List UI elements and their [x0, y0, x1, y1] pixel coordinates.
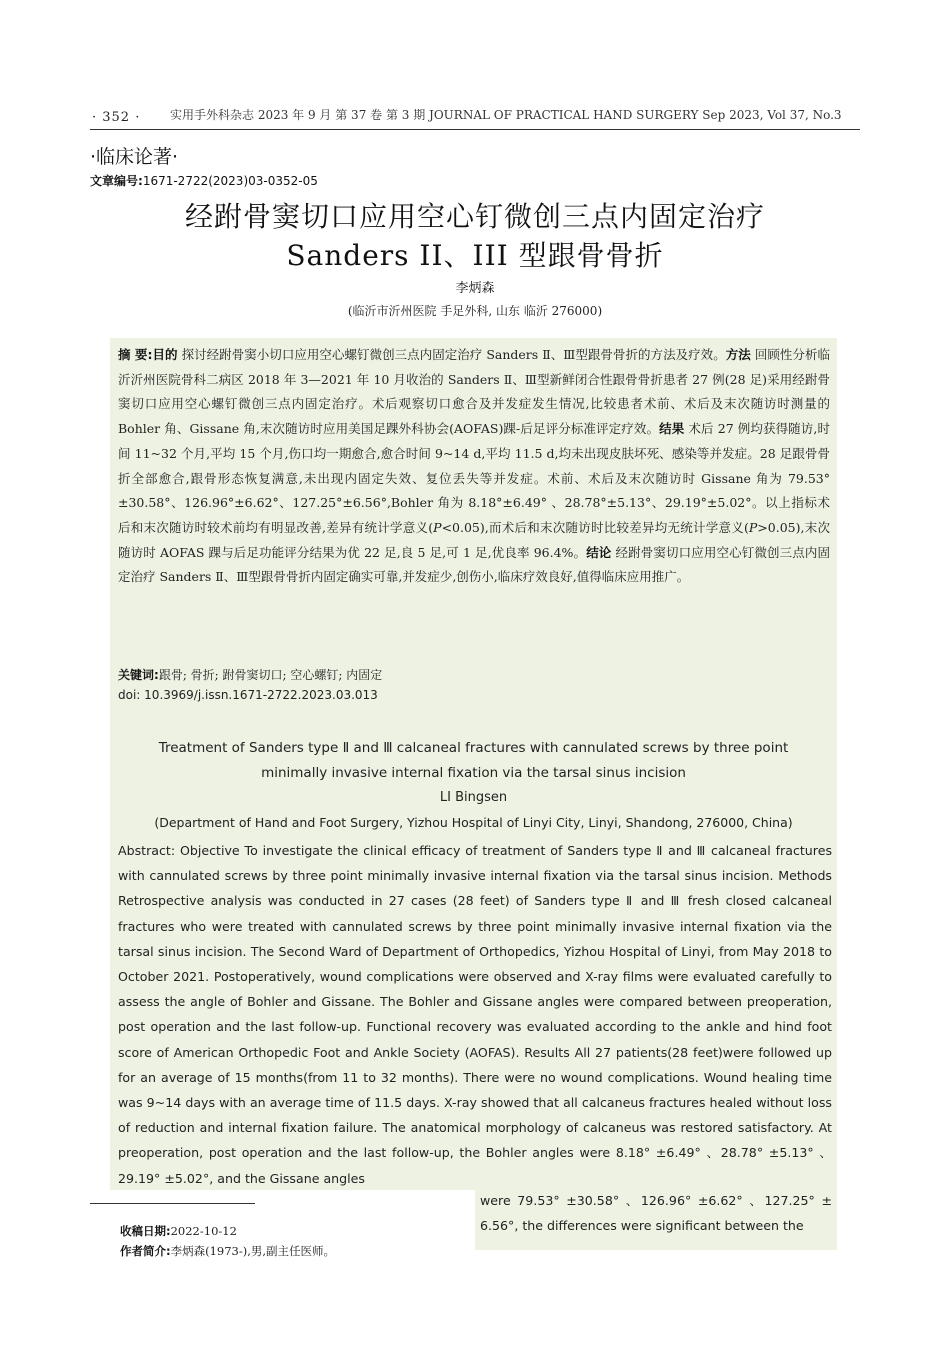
methods-cn-label: 方法 [725, 347, 751, 362]
objective-cn-text: 探讨经跗骨窦小切口应用空心螺钉微创三点内固定治疗 Sanders Ⅱ、Ⅲ型跟骨骨折的方法及疗效。 [177, 347, 726, 362]
results-cn-text-a: 术后 27 例均获得随访,时间 11~32 个月,平均 15 个月,伤口均一期愈合,愈合时间 9~14 d,平均 11.5 d,均未出现皮肤坏死、感染等并发症。28 足跟骨骨折全部愈合,跟骨形态恢复满意,未出现内固定失效、复位丢失等并发症。术前、术后及末次随访时 Gissane 角为 79.53°±30.58°、126.96°±6.62°、127.25°±6.56°,Bohler 角为 8.18°±6.49° 、28.78°±5.13°、29.19°±5.02°。以上指标术后和末次随访时较术前均有明显改善,差异有统计学意义( [118, 421, 830, 535]
bio-value: 李炳森(1973-),男,副主任医师。 [170, 1244, 336, 1258]
title-cn-line1: 经跗骨窦切口应用空心钉微创三点内固定治疗 [184, 200, 765, 233]
title-en-line1: Treatment of Sanders type Ⅱ and Ⅲ calcaneal fractures with cannulated screws by three point [158, 740, 789, 756]
page-number: · 352 · [92, 110, 141, 125]
abstract-en-label: Abstract: [118, 843, 176, 858]
doi-value: 10.3969/j.issn.1671-2722.2023.03.013 [144, 688, 378, 702]
title-en-line2: minimally invasive internal fixation via the tarsal sinus incision [261, 765, 686, 781]
results-en-text: All 27 patients(28 feet)were followed up for an average of 15 months(from 11 to 32 months). There were no wound complications. Wound healing time was 9~14 days with an average time of 11.5 days. X-ray showed that all calcaneus fractures healed without loss of reduction and internal fixation failure. The anatomical morphology of calcaneus was restored satisfactory. At preoperation, post operation and the last follow-up, the Bohler angles were 8.18° ±6.49° 、28.78° ±5.13° 、29.19° ±5.02°, and the Gissane angles [118, 1044, 833, 1186]
author-en: LI Bingsen [439, 790, 508, 805]
keywords [118, 665, 830, 685]
doi-label: doi: [118, 688, 141, 702]
author-cn: 李炳森 [455, 281, 495, 296]
keywords-value: 跟骨; 骨折; 跗骨窦切口; 空心螺钉; 内固定 [158, 668, 383, 682]
article-number-label: 文章编号: [90, 174, 143, 188]
results-en-label: Results [524, 1044, 570, 1060]
affiliation-cn: (临沂市沂州医院 手足外科, 山东 临沂 276000) [347, 304, 603, 318]
article-number [90, 172, 318, 189]
methods-en-label: Methods [778, 868, 832, 884]
methods-cn-text: 回顾性分析临沂沂州医院骨科二病区 2018 年 3—2021 年 10 月收治的 Sanders Ⅱ、Ⅲ型新鲜闭合性跟骨骨折患者 27 例(28 足)采用经跗骨窦切口应用空心螺钉微创三点内固定治疗。术后观察切口愈合及并发症发生情况,比较患者术前、术后及末次随访时测量的 Bohler 角、Gissane 角,末次随访时应用美国足踝外科协会(AOFAS)踝-后足评分标准评定疗效。 [118, 347, 830, 437]
keywords-label: 关键词: [118, 668, 159, 682]
footnote-rule [90, 1203, 255, 1204]
section-label: ·临床论著· [90, 146, 179, 168]
abstract-en-continued: were 79.53° ±30.58° 、126.96° ±6.62° 、127.25° ± 6.56°, the differences were significant between the [480, 1193, 832, 1234]
doi [118, 688, 378, 702]
conclusion-cn-label: 结论 [586, 544, 612, 560]
abstract-en [118, 838, 832, 1191]
abstract-cn [118, 343, 830, 590]
received-date [120, 1223, 237, 1239]
objective-cn-label: 目的 [152, 347, 178, 362]
affiliation-en: (Department of Hand and Foot Surgery, Yizhou Hospital of Linyi City, Linyi, Shandong, 276000, China) [154, 815, 793, 830]
article-number-value: 1671-2722(2023)03-0352-05 [142, 174, 318, 188]
results-cn-label: 结果 [659, 421, 685, 437]
p-value-symbol: P [748, 519, 758, 535]
objective-en-label: Objective [179, 843, 240, 858]
journal-header: 实用手外科杂志 2023 年 9 月 第 37 卷 第 3 期 JOURNAL OF PRACTICAL HAND SURGERY Sep 2023, Vol 37, No.3 [170, 108, 842, 122]
results-cn-text-b: <0.05),而术后和末次随访时比较差异均无统计学意义( [441, 519, 749, 535]
objective-en-text: To investigate the clinical efficacy of treatment of Sanders type Ⅱ and Ⅲ calcaneal fractures with cannulated screws by three point minimally invasive internal fixation via the tarsal sinus incision. [118, 843, 832, 884]
author-bio [120, 1243, 335, 1259]
received-value: 2022-10-12 [170, 1224, 237, 1238]
received-label: 收稿日期: [120, 1224, 171, 1238]
p-value-symbol: P [433, 519, 442, 535]
title-cn-line2: Sanders II、III 型跟骨骨折 [286, 239, 664, 272]
abstract-cn-label: 摘 要: [118, 347, 153, 362]
conclusion-cn-text: 经跗骨窦切口应用空心钉微创三点内固定治疗 Sanders Ⅱ、Ⅲ型跟骨骨折内固定确实可靠,并发症少,创伤小,临床疗效良好,值得临床应用推广。 [118, 544, 830, 585]
methods-en-text: Retrospective analysis was conducted in 27 cases (28 feet) of Sanders type Ⅱ and Ⅲ fresh closed calcaneal fractures who were treated with cannulated screws by three point minimally invasive internal fixation via the tarsal sinus incision. The Second Ward of Department of Orthopedics, Yizhou Hospital of Linyi, from May 2018 to October 2021. Postoperatively, wound complications were observed and X-ray films were evaluated carefully to assess the angle of Bohler and Gissane. The Bohler and Gissane angles were compared between preoperation, post operation and the last follow-up. Functional recovery was evaluated according to the ankle and hind foot score of American Orthopedic Foot and Ankle Society (AOFAS). [118, 893, 832, 1060]
bio-label: 作者简介: [120, 1244, 171, 1258]
results-cn-text-c: >0.05),末次随访时 AOFAS 踝与后足功能评分结果为优 22 足,良 5 足,可 1 足,优良率 96.4%。 [118, 519, 830, 560]
